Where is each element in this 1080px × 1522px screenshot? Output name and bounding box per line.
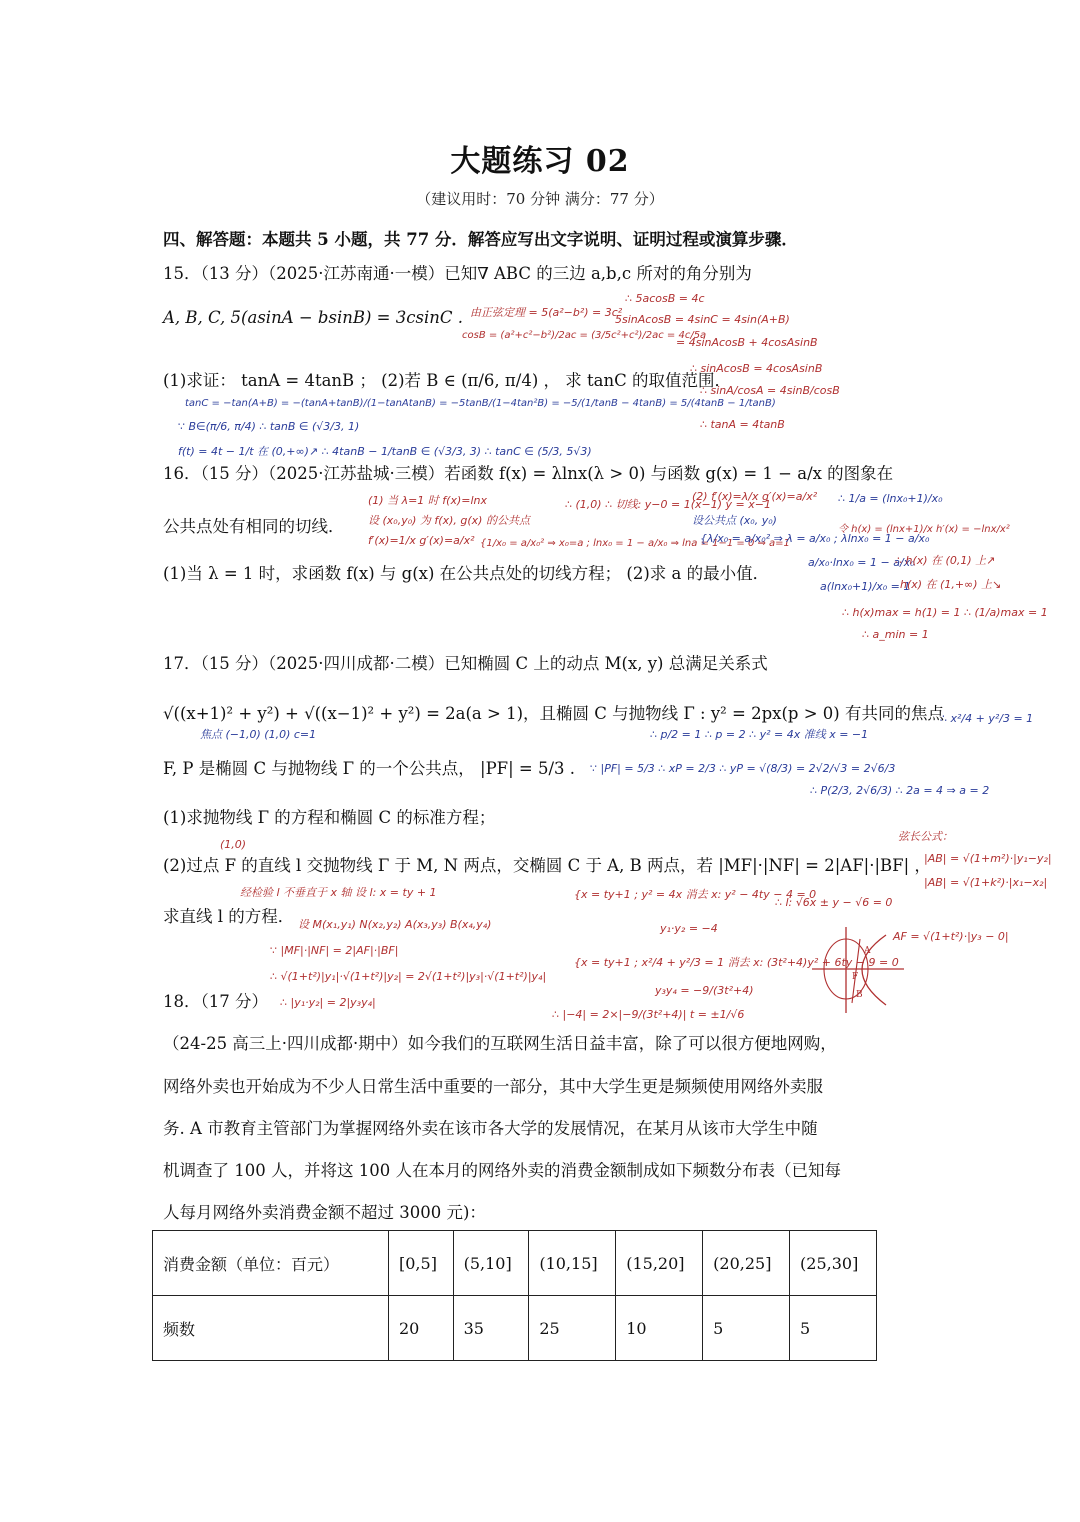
q17-note: |AB| = √(1+k²)·|x₁−x₂| (924, 876, 1048, 889)
q17-note: ∵ |PF| = 5/3 ∴ xP = 2/3 ∴ yP = √(8/3) = 2√2/√3 = 2√6/3 (590, 762, 896, 775)
q16-note: (2) f′(x)=λ/x g′(x)=a/x² (692, 490, 818, 503)
q15-note: ∴ tanA = 4tanB (700, 418, 785, 431)
q17-note: y₁·y₂ = −4 (660, 922, 718, 935)
q17-line1: 17．（15 分）（2025·四川成都·二模）已知椭圆 C 上的动点 M(x, y) 总满足关系式 (163, 654, 768, 673)
sketch-label-f: F (852, 972, 859, 982)
q16-note: 令 h(x) = (lnx+1)/x h′(x) = −lnx/x² (838, 524, 1010, 535)
q17-note: {x = ty+1 ; x²/4 + y²/3 = 1 消去 x: (3t²+4)y² + 6ty − 9 = 0 (574, 956, 899, 969)
table-interval: (15,20] (616, 1231, 703, 1296)
q17-note: ∵ |MF|·|NF| = 2|AF|·|BF| (270, 944, 399, 957)
q17-note: 经检验 l 不垂直于 x 轴 设 l: x = ty + 1 (240, 886, 437, 899)
table-frequency: 10 (616, 1296, 703, 1361)
q15-line2: A, B, C, 5(asinA − bsinB) = 3csinC . (163, 308, 463, 327)
q17-note: ∴ √(1+t²)|y₁|·√(1+t²)|y₂| = 2√(1+t²)|y₃|·√(1+t²)|y₄| (270, 970, 547, 983)
q15-note: f(t) = 4t − 1/t 在 (0,+∞)↗ ∴ 4tanB − 1/tanB ∈ (√3/3, 3) ∴ tanC ∈ (5/3, 5√3) (178, 445, 592, 458)
q15-note: = 4sinAcosB + 4cosAsinB (676, 336, 818, 349)
q17-note: ∴ x²/4 + y²/3 = 1 (940, 712, 1034, 725)
q17-line4: (1)求抛物线 Γ 的方程和椭圆 C 的标准方程； (163, 808, 496, 827)
table-frequency: 20 (389, 1296, 454, 1361)
q16-line1: 16．（15 分）（2025·江苏盐城·三模）若函数 f(x) = λlnx(λ > 0) 与函数 g(x) = 1 − a/x 的图象在 (163, 464, 894, 483)
table-header-label: 消费金额（单位：百元） (153, 1231, 389, 1296)
q16-note: 设 (x₀,y₀) 为 f(x), g(x) 的公共点 (368, 514, 530, 527)
table-interval: (5,10] (453, 1231, 529, 1296)
q17-note: ∴ P(2/3, 2√6/3) ∴ 2a = 4 ⇒ a = 2 (810, 784, 990, 797)
q17-note: ∴ |−4| = 2×|−9/(3t²+4)| t = ±1/√6 (552, 1008, 745, 1021)
table-interval: (10,15] (529, 1231, 616, 1296)
q17-note: 弦长公式： (898, 830, 953, 843)
q17-note: y₃y₄ = −9/(3t²+4) (655, 984, 754, 997)
q15-note: ∴ 5acosB = 4c (625, 292, 705, 305)
q16-note: a(lnx₀+1)/x₀ = 1 (820, 580, 911, 593)
table-interval: [0,5] (389, 1231, 454, 1296)
q18-line2: 网络外卖也开始成为不少人日常生活中重要的一部分，其中大学生更是频频使用网络外卖服 (163, 1077, 823, 1096)
table-interval: (25,30] (790, 1231, 877, 1296)
q17-note: ∴ |y₁·y₂| = 2|y₃y₄| (280, 996, 376, 1009)
q15-note: ∴ sinA/cosA = 4sinB/cosB (700, 384, 840, 397)
q15-note: ∴ sinAcosB = 4cosAsinB (690, 362, 823, 375)
q16-note: h(x) 在 (1,+∞) 上↘ (900, 578, 1002, 591)
sketch-label-a: A (864, 946, 871, 956)
q16-note: 设公共点 (x₀, y₀) (692, 514, 777, 527)
q16-note: ∴ h(x)max = h(1) = 1 ∴ (1/a)max = 1 (842, 606, 1048, 619)
table-interval: (20,25] (703, 1231, 790, 1296)
q18-line5: 人每月网络外卖消费金额不超过 3000 元)： (163, 1203, 486, 1222)
q17-line2: √((x+1)² + y²) + √((x−1)² + y²) = 2a(a > 1)，且椭圆 C 与抛物线 Γ : y² = 2px(p > 0) 有共同的焦点 (163, 704, 944, 723)
table-row (153, 1296, 877, 1361)
table-frequency: 35 (453, 1296, 529, 1361)
q15-note: 由正弦定理 = 5(a²−b²) = 3c² (470, 306, 623, 319)
q15-line3: (1)求证： tanA = 4tanB ； (2)若 B ∈ (π/6, π/4) ， 求 tanC 的取值范围． (163, 371, 731, 390)
q17-note: AF = √(1+t²)·|y₃ − 0| (893, 930, 1009, 943)
q16-note: {λ/x₀ = a/x₀² ⇒ λ = a/x₀ ; λlnx₀ = 1 − a/x₀ (700, 532, 930, 545)
table-row (153, 1231, 877, 1296)
q16-note: ∴ 1/a = (lnx₀+1)/x₀ (838, 492, 943, 505)
page-title: 大题练习 02 (450, 144, 630, 179)
q16-note: f′(x)=1/x g′(x)=a/x² (368, 534, 475, 547)
q15-line1: 15．（13 分）（2025·江苏南通·一模）已知∇ ABC 的三边 a,b,c 所对的角分别为 (163, 264, 752, 283)
q16-line2: 公共点处有相同的切线． (163, 517, 345, 536)
q18-line4: 机调查了 100 人，并将这 100 人在本月的网络外卖的消费金额制成如下频数分布表（已知每 (163, 1161, 841, 1180)
q17-note: ∴ p/2 = 1 ∴ p = 2 ∴ y² = 4x 准线 x = −1 (650, 728, 869, 741)
q16-note: a/x₀·lnx₀ = 1 − a/x₀ (808, 556, 915, 569)
q18-line1: （24-25 高三上·四川成都·期中）如今我们的互联网生活日益丰富，除了可以很方便地网购， (163, 1034, 837, 1053)
q17-note: {x = ty+1 ; y² = 4x 消去 x: y² − 4ty − 4 = 0 (574, 888, 817, 901)
table-frequency: 25 (529, 1296, 616, 1361)
q16-note: (1) 当 λ=1 时 f(x)=lnx (368, 494, 488, 507)
q17-note: 焦点 (−1,0) (1,0) c=1 (200, 728, 317, 741)
q17-note: ∴ l: √6x ± y − √6 = 0 (775, 896, 893, 909)
table-row-label: 频数 (153, 1296, 389, 1361)
sketch-label-b: B (856, 990, 863, 1000)
q18-label: 18．（17 分） (163, 992, 268, 1011)
q15-note: cosB = (a²+c²−b²)/2ac = (3/5c²+c²)/2ac = 4c/5a (462, 330, 707, 341)
q17-note: 设 M(x₁,y₁) N(x₂,y₂) A(x₃,y₃) B(x₄,y₄) (298, 918, 492, 931)
page-subtitle: （建议用时：70 分钟 满分：77 分） (416, 190, 664, 208)
q16-note: ∴ a_min = 1 (862, 628, 929, 641)
q15-note: 5sinAcosB = 4sinC = 4sin(A+B) (615, 313, 790, 326)
section-heading: 四、解答题：本题共 5 小题，共 77 分．解答应写出文字说明、证明过程或演算步骤． (163, 230, 798, 249)
q17-line3: F, P 是椭圆 C 与抛物线 Γ 的一个公共点， |PF| = 5/3 . (163, 759, 576, 778)
q16-line3: (1)当 λ = 1 时，求函数 f(x) 与 g(x) 在公共点处的切线方程； (2)求 a 的最小值． (163, 564, 770, 583)
q15-note: tanC = −tan(A+B) = −(tanA+tanB)/(1−tanAtanB) = −5tanB/(1−4tan²B) = −5/(1/tanB − 4tanB) = 5/(4tanB − 1/tanB) (185, 398, 776, 409)
table-frequency: 5 (703, 1296, 790, 1361)
q16-note: ∴ (1,0) ∴ 切线: y−0 = 1(x−1) y = x−1 (565, 498, 771, 511)
q16-note: {1/x₀ = a/x₀² ⇒ x₀=a ; lnx₀ = 1 − a/x₀ ⇒ lna = 1−1 = 0 ⇒ a=1 (480, 538, 790, 549)
q16-note: ∴ h(x) 在 (0,1) 上↗ (895, 554, 996, 567)
sketch-diagram (808, 925, 908, 1015)
q17-note: |AB| = √(1+m²)·|y₁−y₂| (924, 852, 1052, 865)
q17-line5: (2)过点 F 的直线 l 交抛物线 Γ 于 M, N 两点，交椭圆 C 于 A, B 两点，若 |MF|·|NF| = 2|AF|·|BF| ， (163, 856, 931, 875)
q15-note: ∵ B∈(π/6, π/4) ∴ tanB ∈ (√3/3, 1) (178, 420, 360, 433)
table-frequency: 5 (790, 1296, 877, 1361)
q17-line6: 求直线 l 的方程． (163, 907, 295, 926)
q17-note: (1,0) (220, 838, 247, 851)
frequency-table (152, 1230, 877, 1361)
q18-line3: 务. A 市教育主管部门为掌握网络外卖在该市各大学的发展情况，在某月从该市大学生中随 (163, 1119, 818, 1138)
